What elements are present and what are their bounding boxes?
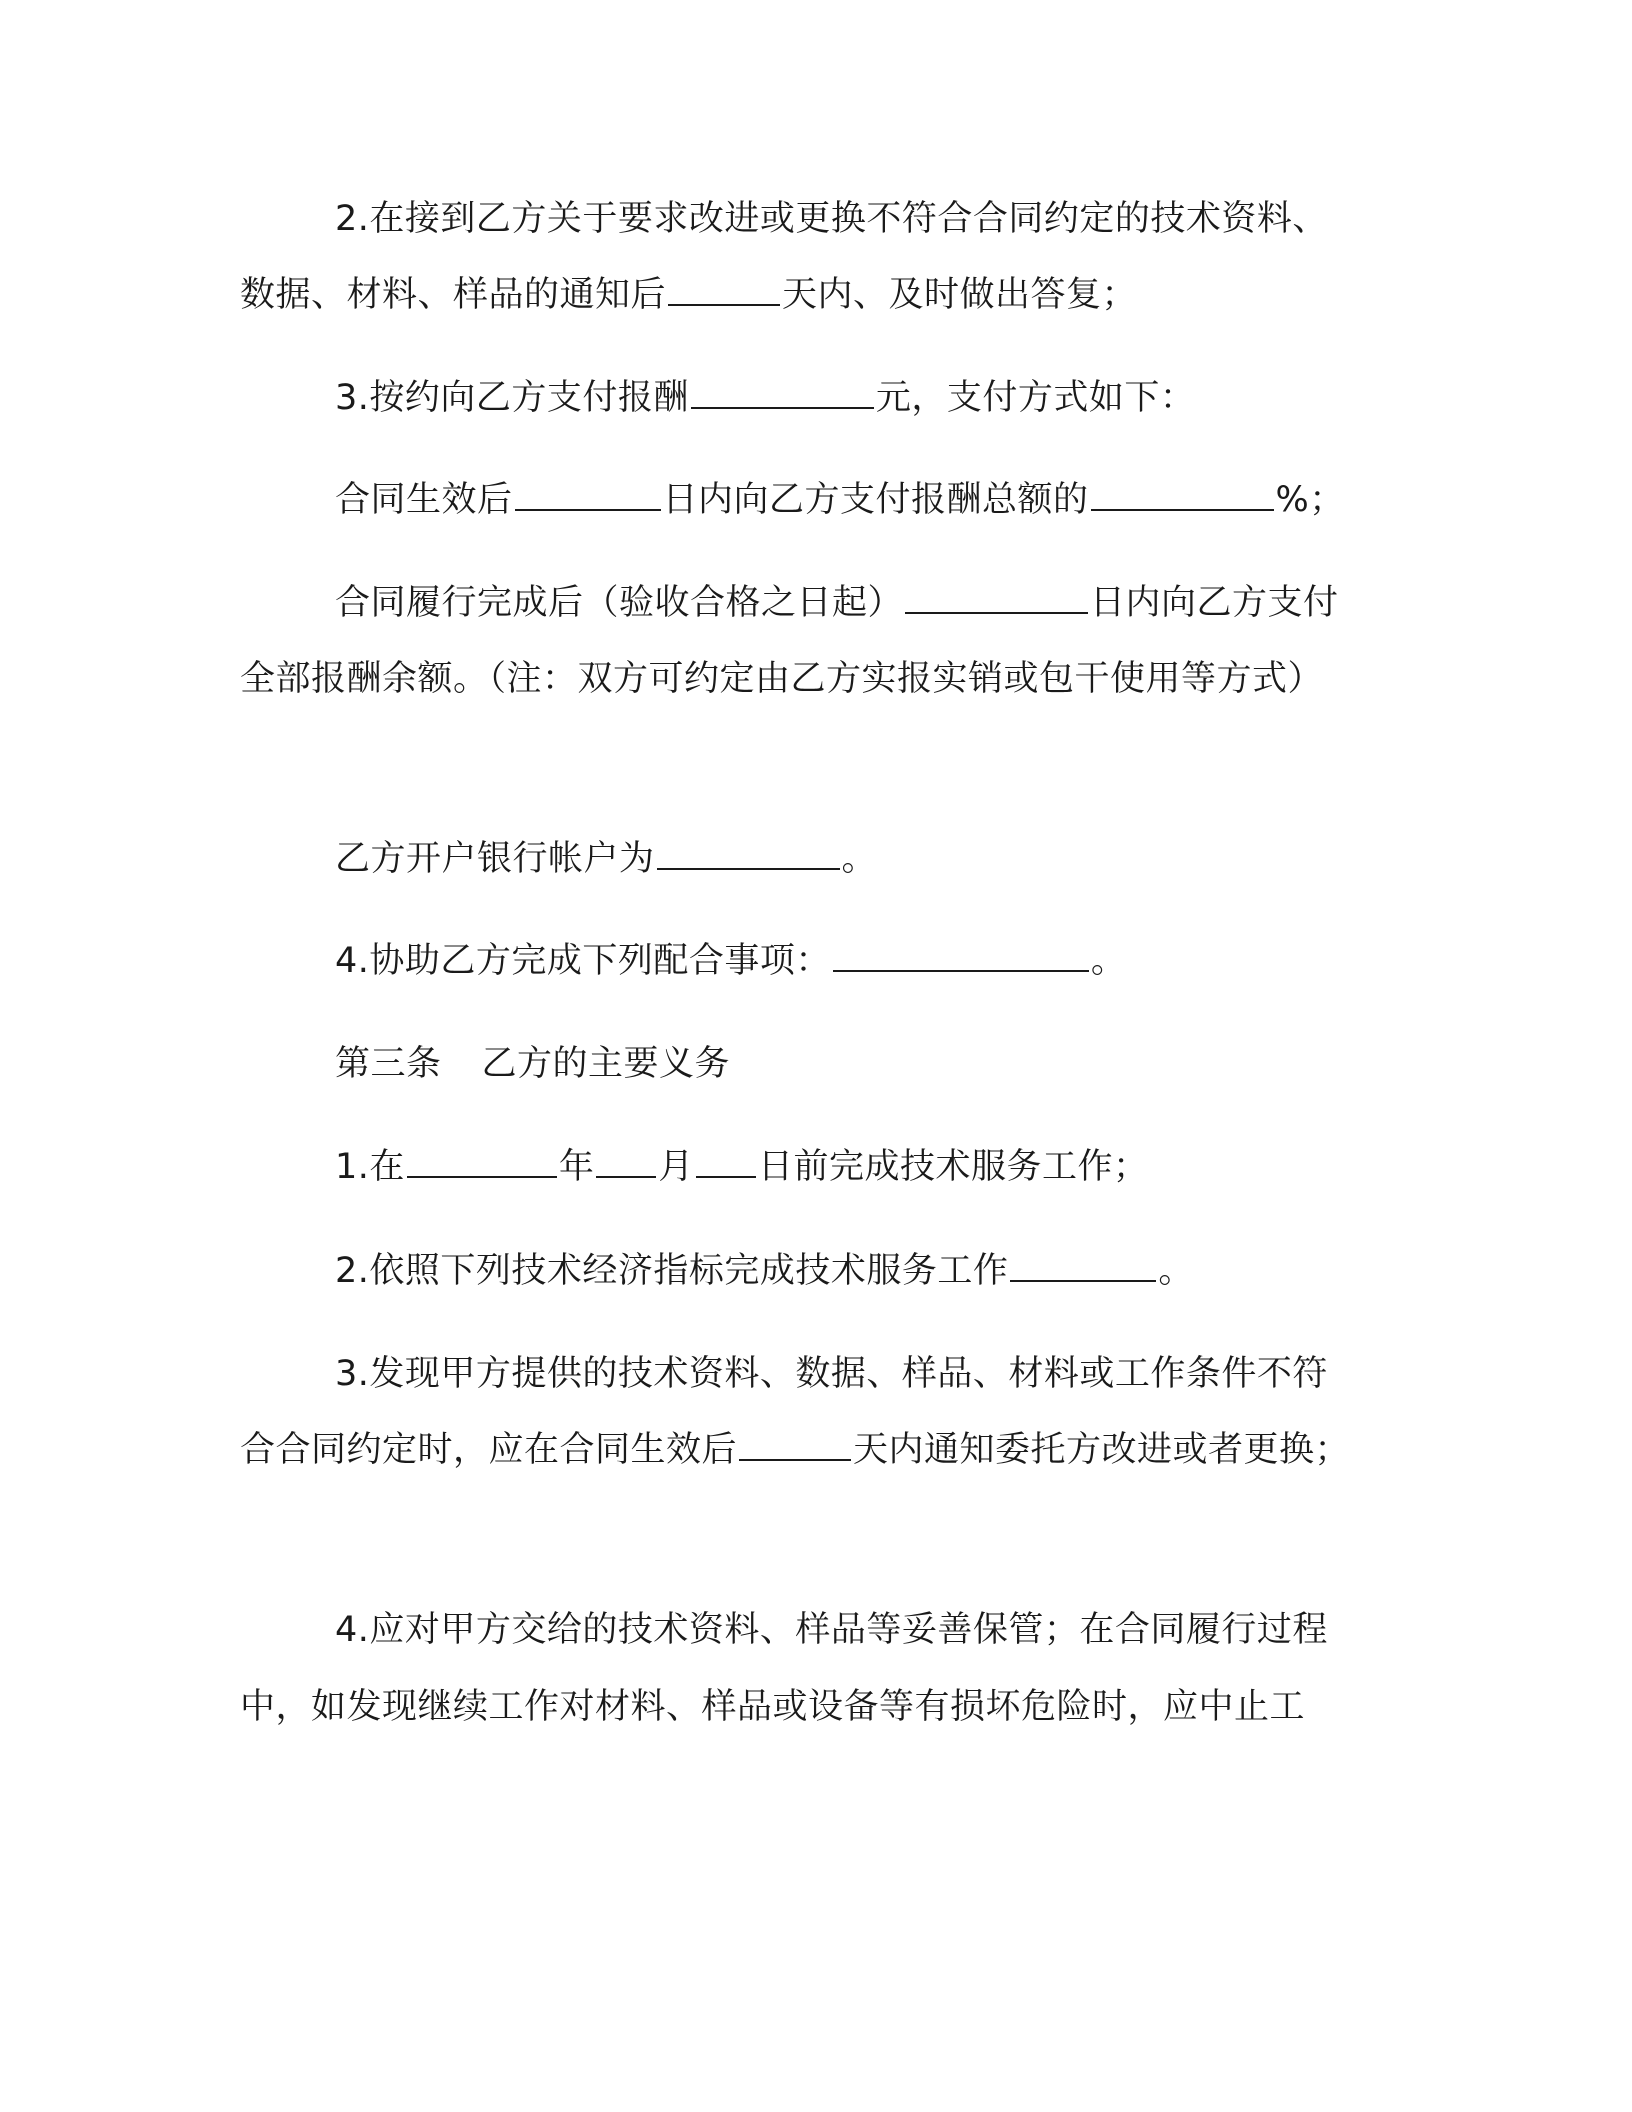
section-heading <box>335 1042 1395 1086</box>
text: 天内、及时做出答复； <box>782 275 1138 315</box>
paragraph-line-4 <box>335 478 1395 522</box>
blank-field[interactable] <box>1091 479 1274 511</box>
text: 合同生效后 <box>335 480 513 520</box>
blank-field[interactable] <box>1010 1250 1156 1282</box>
text: 。 <box>1158 1251 1194 1291</box>
text: 月 <box>658 1147 694 1187</box>
text: 2.依照下列技术经济指标完成技术服务工作 <box>335 1251 1009 1291</box>
text: 年 <box>558 1147 595 1187</box>
text: 。 <box>1090 941 1127 981</box>
text: 元，支付方式如下： <box>875 378 1196 418</box>
paragraph-line-1 <box>335 197 1395 241</box>
text: 日内向乙方支付 <box>1090 583 1339 623</box>
blank-field[interactable] <box>515 479 661 511</box>
paragraph-line-5 <box>335 581 1395 625</box>
paragraph-line-8 <box>335 939 1395 983</box>
text: 乙方的主要义务 <box>481 1044 731 1084</box>
text: 数据、材料、样品的通知后 <box>240 275 667 315</box>
text: 乙方开户银行帐户为 <box>335 839 655 879</box>
text: 2.在接到乙方关于要求改进或更换不符合合同约定的技术资料、 <box>335 199 1328 239</box>
paragraph-line-12 <box>335 1352 1395 1396</box>
text: 。 <box>841 839 878 879</box>
paragraph-line-7 <box>335 837 1395 881</box>
blank-field[interactable] <box>691 377 874 409</box>
paragraph-line-6 <box>240 657 1390 701</box>
text: 3.按约向乙方支付报酬 <box>335 378 689 418</box>
paragraph-line-15 <box>240 1685 1390 1729</box>
text: 日前完成技术服务工作； <box>757 1147 1149 1187</box>
paragraph-line-13 <box>240 1428 1390 1472</box>
text: 合同履行完成后（验收合格之日起） <box>335 583 904 623</box>
text: 4.协助乙方完成下列配合事项： <box>335 941 831 981</box>
text: %； <box>1275 480 1345 520</box>
paragraph-line-14 <box>335 1608 1395 1652</box>
blank-field[interactable] <box>739 1429 851 1461</box>
text: 4.应对甲方交给的技术资料、样品等妥善保管；在合同履行过程 <box>335 1610 1328 1650</box>
text: 全部报酬余额。（注：双方可约定由乙方实报实销或包干使用等方式） <box>240 659 1324 699</box>
text: 3.发现甲方提供的技术资料、数据、样品、材料或工作条件不符 <box>335 1354 1328 1394</box>
text: 中，如发现继续工作对材料、样品或设备等有损坏危险时，应中止工 <box>240 1687 1306 1727</box>
blank-field[interactable] <box>657 838 840 870</box>
blank-field[interactable] <box>407 1146 557 1178</box>
paragraph-line-2 <box>240 273 1390 317</box>
blank-field[interactable] <box>696 1146 756 1178</box>
blank-field[interactable] <box>596 1146 656 1178</box>
blank-field[interactable] <box>668 274 780 306</box>
paragraph-line-3 <box>335 376 1395 420</box>
text: 天内通知委托方改进或者更换； <box>853 1430 1351 1470</box>
paragraph-line-11 <box>335 1249 1395 1293</box>
text: 合合同约定时，应在合同生效后 <box>240 1430 738 1470</box>
blank-field[interactable] <box>833 940 1089 972</box>
text: 第三条 <box>335 1044 442 1084</box>
text: 1.在 <box>335 1147 405 1187</box>
text: 日内向乙方支付报酬总额的 <box>662 480 1089 520</box>
blank-field[interactable] <box>905 582 1088 614</box>
paragraph-line-10 <box>335 1145 1395 1189</box>
